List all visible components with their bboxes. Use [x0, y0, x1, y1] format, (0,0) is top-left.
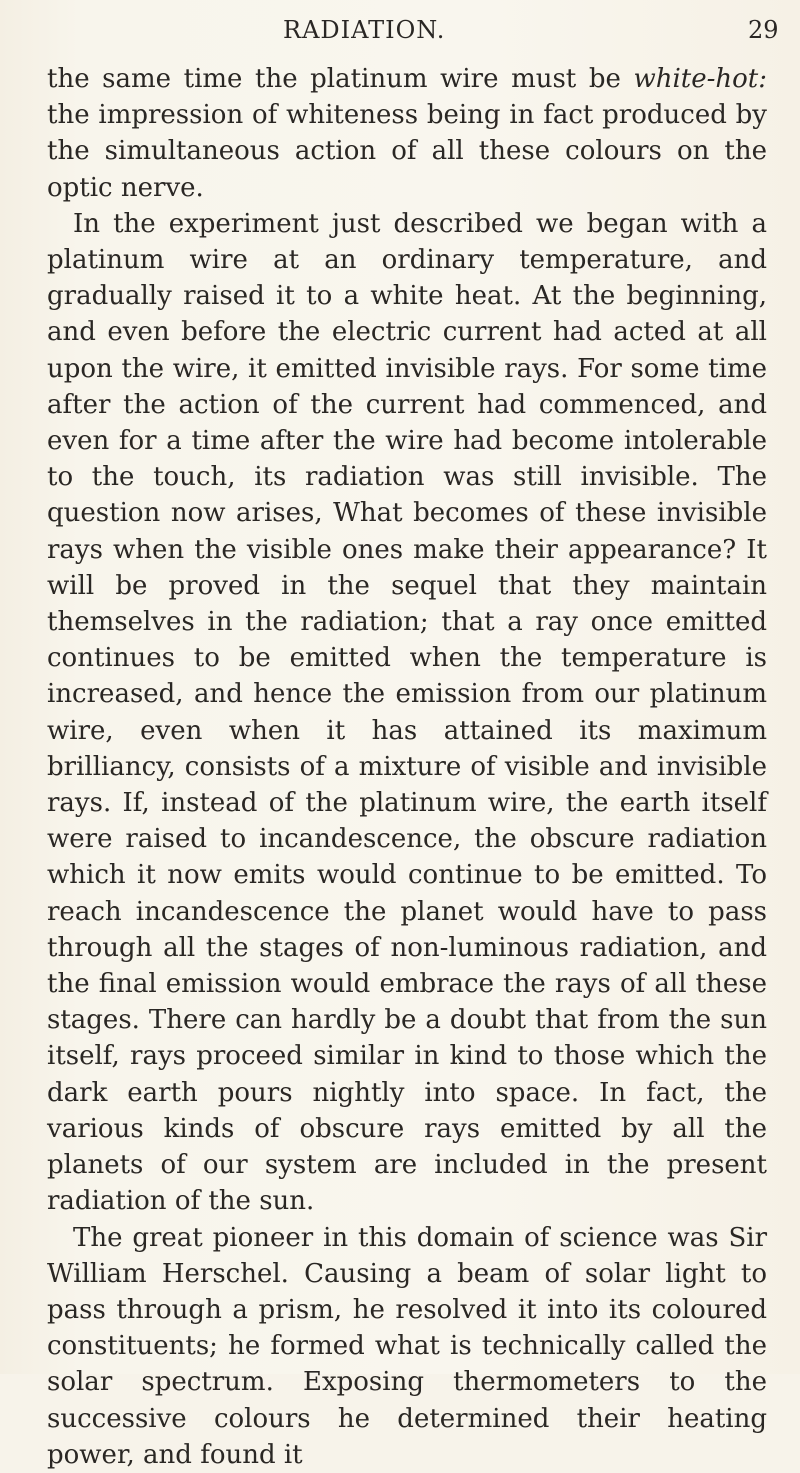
paragraph-3: The great pioneer in this domain of science was Sir William Herschel. Causing a beam of solar light to pass through a prism, he resolved it into its coloured constituents; he formed what is technically called the solar spectrum. Exposing thermometers to the successive colours he determined their heating power, and found it: [47, 1222, 767, 1470]
page-number: 29: [748, 16, 779, 44]
paragraph-1-text-a: the same time the platinum wire must be: [47, 64, 634, 94]
paragraph-1-emphasis: white-hot:: [633, 64, 767, 94]
paragraph-1-text-b: the impression of whiteness being in fact produced by the simultaneous action of all these colours on the optic nerve.: [47, 100, 767, 203]
body-text: [47, 61, 767, 1473]
paragraph-1: [47, 61, 767, 206]
running-head: RADIATION.: [283, 16, 446, 44]
paragraph-2: In the experiment just described we began with a platinum wire at an ordinary temperature, and gradually raised it to a white heat. At the beginning, and even before the electric current had acted at all upon the wire, it emitted invisible rays. For some time after the action of the current had commenced, and even for a time after the wire had become intolerable to the touch, its radiation was still invisible. The question now arises, What becomes of these invisible rays when the visible ones make their appearance? It will be proved in the sequel that they maintain themselves in the radiation; that a ray once emitted continues to be emitted when the temperature is increased, and hence the emission from our platinum wire, even when it has attained its maximum brilliancy, consists of a mixture of visible and invisible rays. If, instead of the platinum wire, the earth itself were raised to incandescence, the obscure radiation which it now emits would continue to be emitted. To reach incandescence the planet would have to pass through all the stages of non-luminous radiation, and the final emission would embrace the rays of all these stages. There can hardly be a doubt that from the sun itself, rays proceed similar in kind to those which the dark earth pours nightly into space. In fact, the various kinds of obscure rays emitted by all the planets of our system are included in the present radiation of the sun.: [47, 208, 767, 1217]
page-header: [0, 10, 800, 50]
